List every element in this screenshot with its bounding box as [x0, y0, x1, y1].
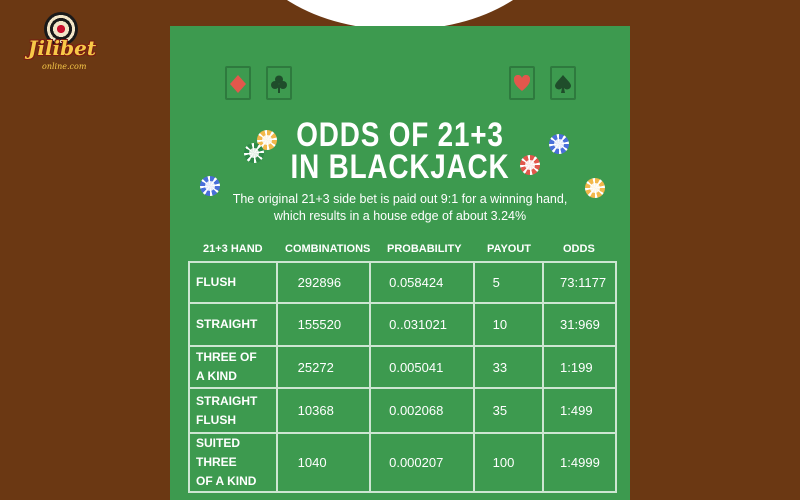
table-row — [189, 262, 616, 303]
hand-name-line-2: OF A KIND — [196, 474, 257, 488]
payout-cell: 33 — [474, 346, 543, 388]
diamond-card-icon — [225, 66, 251, 100]
combinations-cell: 10368 — [277, 388, 370, 433]
page-title-line-1: ODDS OF 21+3 — [296, 116, 504, 154]
hand-name-cell — [189, 303, 277, 346]
hand-name-line-1: FLUSH — [196, 275, 236, 289]
payout-cell: 35 — [474, 388, 543, 433]
odds-table — [188, 261, 617, 493]
probability-cell: 0.058424 — [370, 262, 474, 303]
odds-cell: 31:969 — [543, 303, 616, 346]
hand-name-line-2: FLUSH — [196, 412, 236, 427]
payout-cell: 10 — [474, 303, 543, 346]
hand-name-cell — [189, 346, 277, 388]
logo-sub-text: online.com — [42, 62, 87, 71]
club-card-icon — [266, 66, 292, 100]
hand-name-line-1: THREE OF — [196, 350, 257, 364]
column-header-hand: 21+3 HAND — [203, 243, 263, 255]
combinations-cell: 292896 — [277, 262, 370, 303]
hand-name-cell — [189, 262, 277, 303]
hand-name-line-1: STRAIGHT — [196, 317, 258, 331]
combinations-cell: 1040 — [277, 433, 370, 492]
payout-cell: 5 — [474, 262, 543, 303]
table-row — [189, 346, 616, 388]
heart-card-icon — [509, 66, 535, 100]
subtitle-line-2: which results in a house edge of about 3.24% — [273, 209, 527, 223]
probability-cell: 0.002068 — [370, 388, 474, 433]
combinations-cell: 25272 — [277, 346, 370, 388]
odds-cell: 73:1177 — [543, 262, 616, 303]
hand-name-cell — [189, 433, 277, 492]
hand-name-line-2: A KIND — [196, 369, 237, 383]
combinations-cell: 155520 — [277, 303, 370, 346]
column-header-combinations: COMBINATIONS — [285, 243, 371, 255]
page-title-line-2: IN BLACKJACK — [290, 148, 510, 186]
odds-cell: 1:499 — [543, 388, 616, 433]
odds-cell: 1:4999 — [543, 433, 616, 492]
column-header-probability: PROBABILITY — [387, 243, 462, 255]
hand-name-cell — [189, 388, 277, 433]
column-header-odds: ODDS — [563, 243, 595, 255]
probability-cell: 0.005041 — [370, 346, 474, 388]
spade-card-icon — [550, 66, 576, 100]
table-row — [189, 433, 616, 492]
brand-logo[interactable] — [12, 12, 112, 72]
hand-name-line-1: SUITED THREE — [196, 436, 241, 469]
payout-cell: 100 — [474, 433, 543, 492]
table-row — [189, 303, 616, 346]
probability-cell: 0..031021 — [370, 303, 474, 346]
subtitle-line-1: The original 21+3 side bet is paid out 9:1 for a winning hand, — [232, 192, 568, 206]
column-header-payout: PAYOUT — [487, 243, 532, 255]
odds-cell: 1:199 — [543, 346, 616, 388]
probability-cell: 0.000207 — [370, 433, 474, 492]
table-row — [189, 388, 616, 433]
logo-brand-text: Jilibet — [27, 36, 97, 60]
hand-name-line-1: STRAIGHT — [196, 393, 258, 408]
